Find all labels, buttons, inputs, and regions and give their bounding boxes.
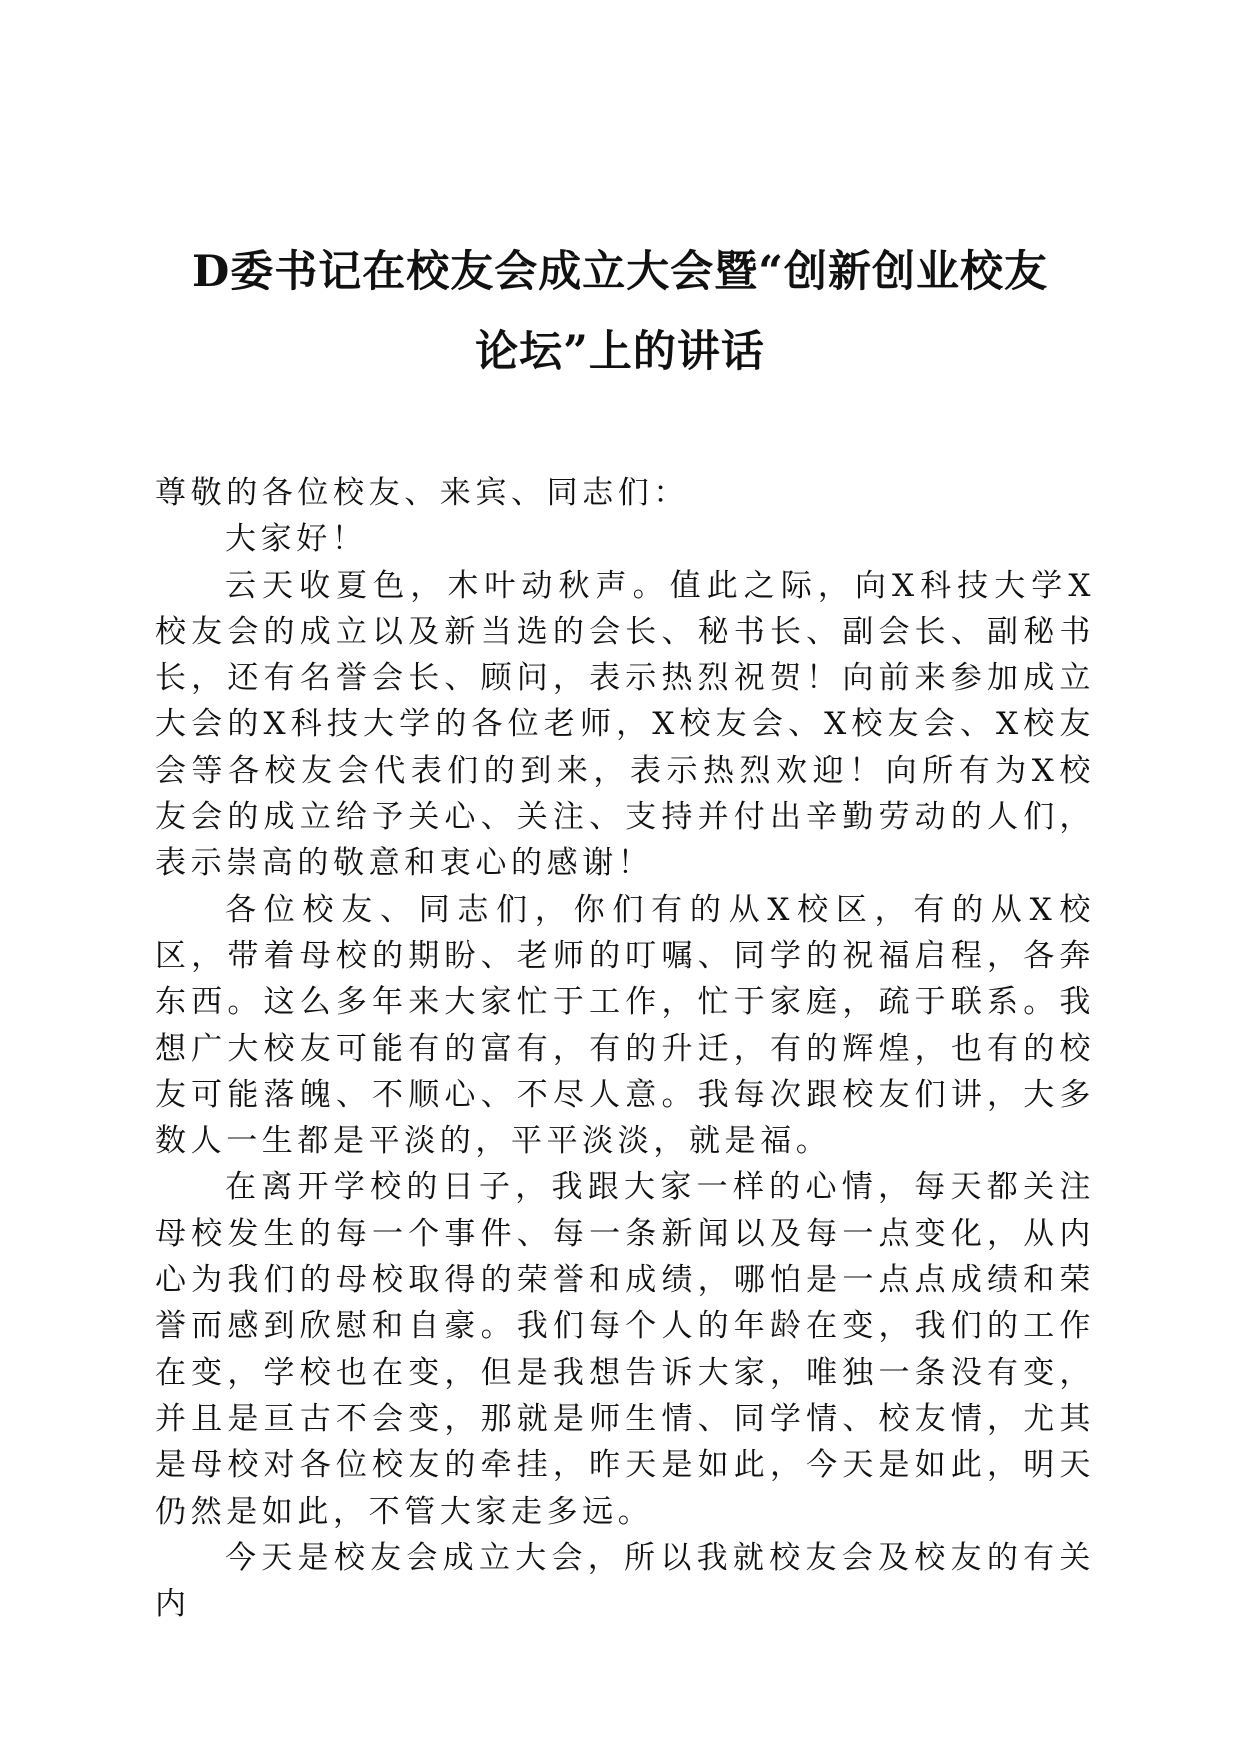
title-line-2: 论坛”上的讲话 (475, 327, 765, 377)
paragraph-congratulations: 云天收夏色，木叶动秋声。值此之际，向X科技大学X校友会的成立以及新当选的会长、秘书长、副会长、副秘书长，还有名誉会长、顾问，表示热烈祝贺！向前来参加成立大会的X科技大学的各位老师，X校友会、X校友会、X校友会等各校友会代表们的到来，表示热烈欢迎！向所有为X校友会的成立给予关心、关注、支持并付出辛勤劳动的人们，表示崇高的敬意和衷心的感谢！ (155, 567, 1095, 882)
document-title (150, 232, 1090, 392)
speech-body (155, 470, 1095, 1627)
paragraph-greeting: 大家好！ (225, 521, 368, 558)
title-line-1: D委书记在校友会成立大会暨“创新创业校友 (191, 247, 1049, 297)
paragraph-today: 今天是校友会成立大会，所以我就校友会及校友的有关内 (155, 1539, 1095, 1623)
paragraph-alumni: 各位校友、同志们，你们有的从X校区，有的从X校区，带着母校的期盼、老师的叮嘱、同学的祝福启程，各奔东西。这么多年来大家忙于工作，忙于家庭，疏于联系。我想广大校友可能有的富有，有的升迁，有的辉煌，也有的校友可能落魄、不顺心、不尽人意。我每次跟校友们讲，大多数人一生都是平淡的，平平淡淡，就是福。 (155, 891, 1095, 1160)
paragraph-school-ties: 在离开学校的日子，我跟大家一样的心情，每天都关注母校发生的每一个事件、每一条新闻以及每一点变化，从内心为我们的母校取得的荣誉和成绩，哪怕是一点点成绩和荣誉而感到欣慰和自豪。我们每个人的年龄在变，我们的工作在变，学校也在变，但是我想告诉大家，唯独一条没有变，并且是亘古不会变，那就是师生情、同学情、校友情，尤其是母校对各位校友的牵挂，昨天是如此，今天是如此，明天仍然是如此，不管大家走多远。 (155, 1169, 1095, 1530)
salutation: 尊敬的各位校友、来宾、同志们： (155, 475, 689, 511)
